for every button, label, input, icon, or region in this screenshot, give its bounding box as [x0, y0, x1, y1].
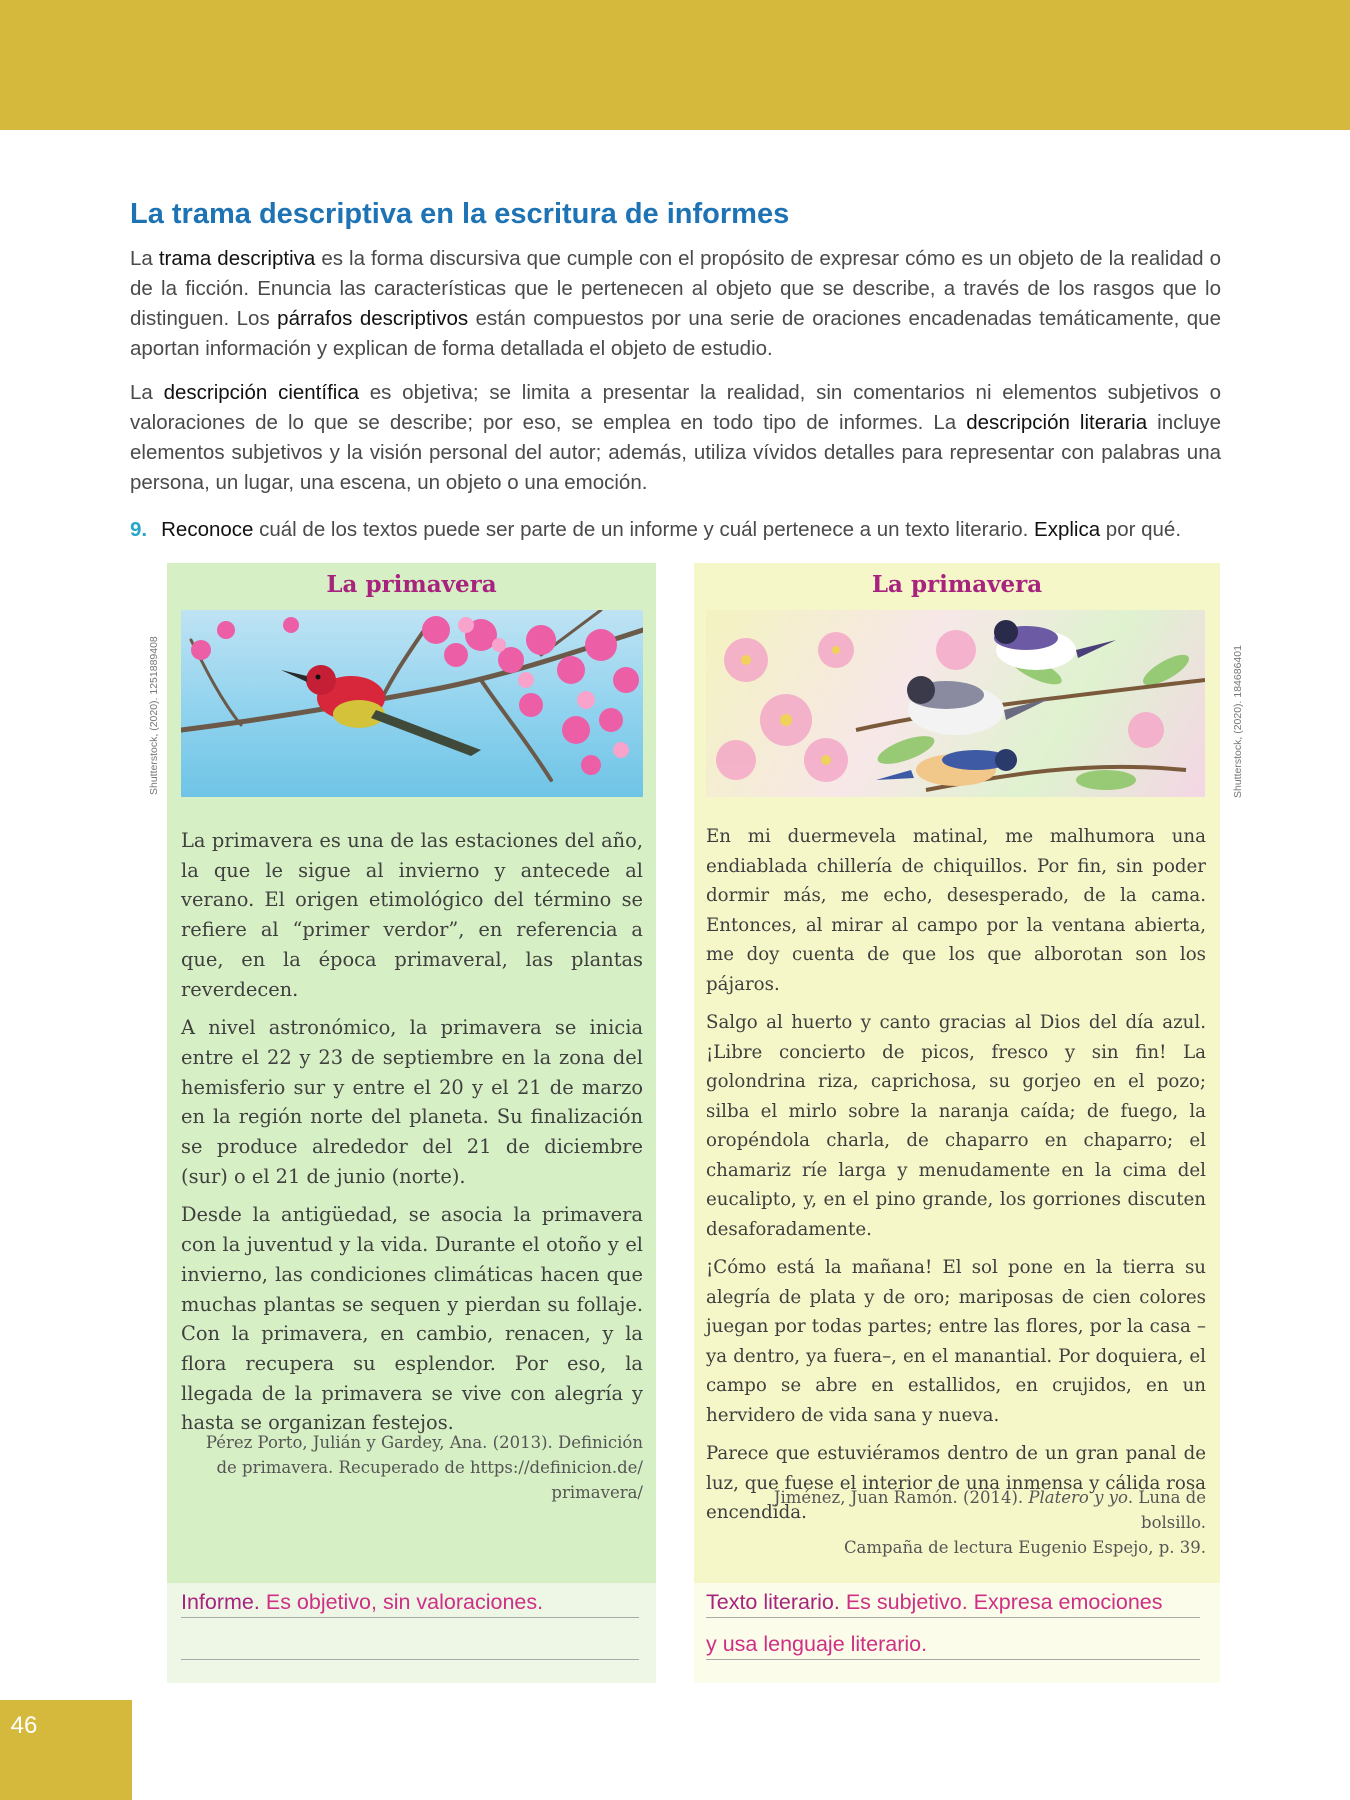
right-panel-title: La primavera — [871, 571, 1043, 598]
answer-line — [181, 1659, 639, 1660]
right-answer-field[interactable] — [706, 1590, 1163, 1615]
text-span: por qué. — [1100, 518, 1182, 541]
answer-line — [706, 1617, 1200, 1618]
activity-verb-explica: Explica — [1034, 518, 1101, 541]
left-photo-credit: Shutterstock, (2020). 1251889408 — [148, 636, 160, 795]
left-answer-field[interactable] — [181, 1590, 543, 1615]
right-paragraph-1: En mi duermevela matinal, me malhumora una endiablada chillería de chiquillos. Por fin, sin poder dormir más, me echo, desesperado, de la cama. Entonces, al mirar al campo por la ventana abierta, me doy cuenta de que los que alborotan son los pájaros. — [706, 826, 1206, 995]
bird-blossom-illustration — [181, 610, 643, 797]
activity-instruction — [130, 518, 1230, 542]
keyword-trama-descriptiva: trama descriptiva — [158, 247, 316, 270]
left-paragraph-3: Desde la antigüedad, se asocia la primavera con la juventud y la vida. Durante el otoño y el invierno, las condiciones climáticas hacen que muchas plantas se sequen y pierdan su follaje. Con la primavera, en cambio, renacen, y la flora recupera su esplendor. Por eso, la llegada de la primavera se vive con alegría y hasta se organizan festejos. — [181, 1203, 643, 1435]
keyword-descripcion-literaria: descripción literaria — [966, 411, 1148, 434]
right-photo-credit: Shutterstock, (2020). 184686401 — [1232, 645, 1244, 798]
page-number: 46 — [10, 1712, 38, 1739]
text-span: es objetiva; se limita a presentar la realidad, sin comentarios ni elementos subjetivos o valoraciones de lo que se describe; por eso, se emplea en todo tipo de informes. La — [130, 381, 1221, 434]
text-span: cuál de los textos puede ser parte de un informe y cuál pertenece a un texto literario. — [253, 518, 1035, 541]
right-literary-text — [706, 822, 1206, 1537]
citation-line — [706, 1485, 1206, 1535]
text-span: es la forma discursiva que cumple con el propósito de expresar cómo es un objeto de la realidad o de la ficción. Enuncia las características que le pertenecen al objeto que se describe, a través de los rasgos que lo distinguen. Los — [130, 247, 1222, 330]
answer-text: Es objetivo, sin valoraciones. — [259, 1590, 544, 1614]
answer-text: Es subjetivo. Expresa emociones — [839, 1590, 1163, 1614]
citation-line: primavera/ — [551, 1483, 643, 1502]
left-photo-bird-blossoms — [181, 610, 643, 797]
right-photo-painted-birds — [706, 610, 1205, 797]
paragraph-trama-descriptiva — [130, 244, 1221, 364]
text-span: La — [130, 381, 164, 404]
answer-label: Texto literario. — [706, 1590, 840, 1614]
left-paragraph-2: A nivel astronómico, la primavera se inicia entre el 22 y 23 de septiembre en la zona del hemisferio sur y entre el 20 y el 21 de marzo en la región norte del planeta. Su finalización se produce alrededor del 21 de diciembre (sur) o el 21 de junio (norte). — [181, 1016, 643, 1188]
citation-line: Campaña de lectura Eugenio Espejo, p. 39. — [843, 1538, 1206, 1557]
text-span: La — [130, 247, 159, 270]
book-title: Platero y yo — [1028, 1488, 1128, 1507]
left-informative-text — [181, 826, 643, 1447]
right-paragraph-3: ¡Cómo está la mañana! El sol pone en la tierra su alegría de plata y de oro; mariposas de cien colores juegan por todas partes; entre las flores, por la casa –ya dentro, ya fuera–, en el manantial. Por doquiera, el campo se abre en estallidos, en crujidos, en un hervidero de vida sana y nueva. — [706, 1257, 1206, 1426]
right-paragraph-4: Parece que estuviéramos dentro de un gran panal de luz, que fuese el interior de una inmensa y cálida rosa encendida. — [706, 1443, 1206, 1523]
left-panel-title: La primavera — [326, 571, 497, 598]
activity-number: 9. — [130, 518, 148, 541]
answer-line — [181, 1617, 639, 1618]
keyword-descripcion-cientifica: descripción científica — [163, 381, 359, 404]
text-span: están compuestos por una serie de oraciones encadenadas temáticamente, que aportan información y explican de forma detallada el objeto de estudio. — [130, 307, 1221, 360]
top-color-band — [0, 0, 1350, 130]
text-span: Jiménez, Juan Ramón. (2014). — [773, 1488, 1029, 1507]
text-span: incluye elementos subjetivos y la visión personal del autor; además, utiliza vívidos detalles para representar con palabras una persona, un lugar, una escena, un objeto o una emoción. — [130, 411, 1221, 494]
answer-label: Informe. — [181, 1590, 260, 1614]
keyword-parrafos-descriptivos: párrafos descriptivos — [277, 307, 469, 330]
section-title: La trama descriptiva en la escritura de informes — [130, 198, 790, 230]
text-span: . Luna de bolsillo. — [1127, 1488, 1206, 1532]
paragraph-descripcion — [130, 378, 1221, 498]
answer-line — [706, 1659, 1200, 1660]
right-paragraph-2: Salgo al huerto y canto gracias al Dios del día azul. ¡Libre concierto de picos, fresco y sin fin! La golondrina riza, caprichosa, su gorjeo en el pozo; silba el mirlo sobre la naranja caída; de fuego, la oropéndola charla, de chaparro en chaparro; el chamariz ríe larga y menudamente en la cima del eucalipto, y, en el pino grande, los gorriones discuten desaforadamente. — [706, 1012, 1206, 1240]
left-paragraph-1: La primavera es una de las estaciones del año, la que le sigue al invierno y antecede al verano. El origen etimológico del término se refiere al “primer verdor”, en referencia a que, en la época primaveral, las plantas reverdecen. — [181, 829, 643, 1001]
activity-verb-reconoce: Reconoce — [161, 518, 254, 541]
left-source-citation — [181, 1430, 643, 1505]
right-answer-field-line2[interactable]: y usa lenguaje literario. — [706, 1632, 928, 1656]
right-source-citation — [706, 1485, 1206, 1560]
painted-birds-illustration — [706, 610, 1205, 797]
citation-line: de primavera. Recuperado de https://definicion.de/ — [216, 1458, 643, 1477]
citation-line: Pérez Porto, Julián y Gardey, Ana. (2013). Definición — [205, 1433, 643, 1452]
